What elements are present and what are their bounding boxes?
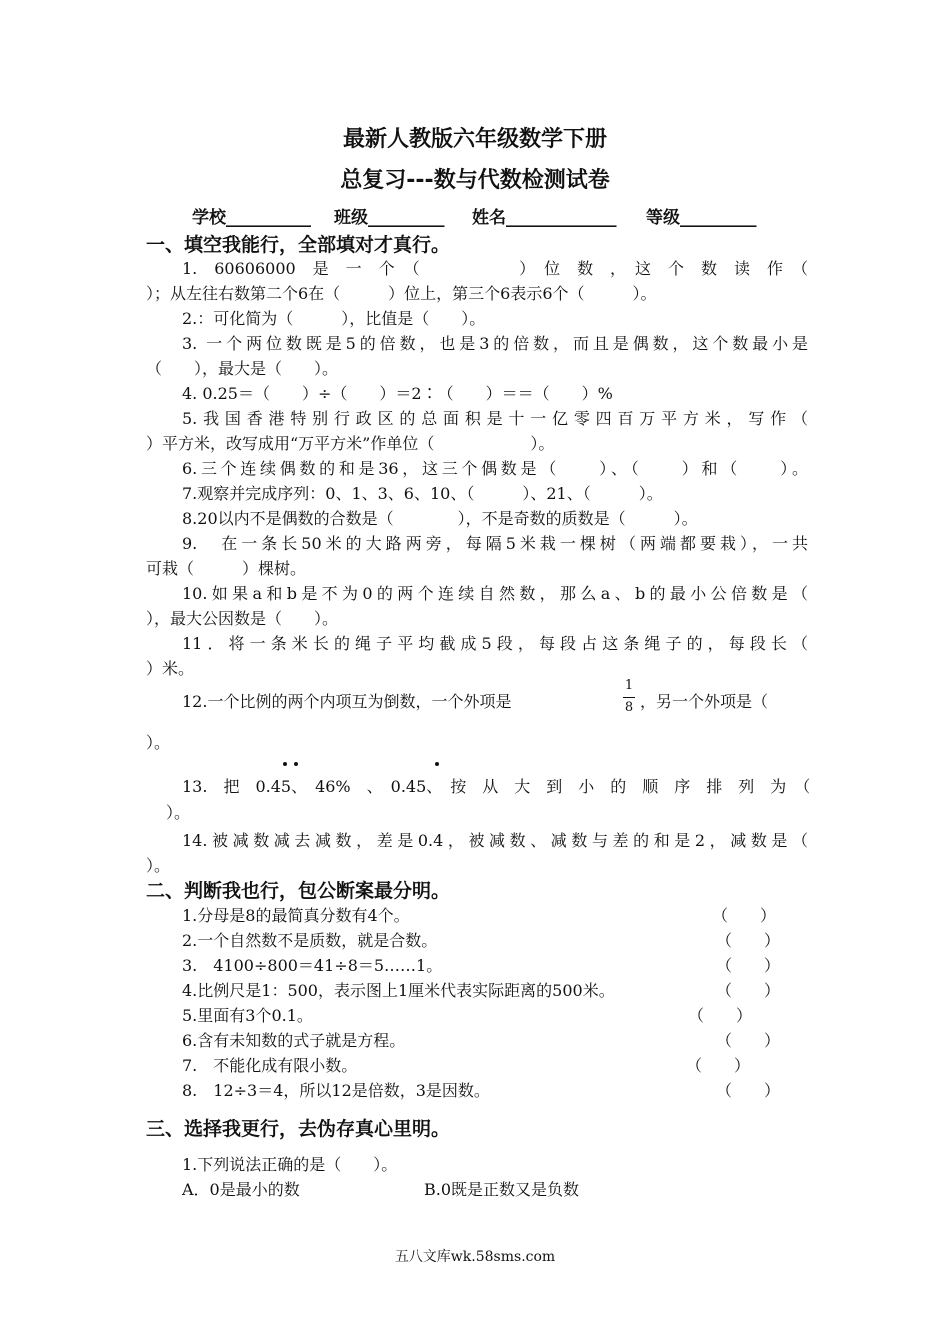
choice-question-1: 1.下列说法正确的是（ ）。 [182, 1155, 398, 1174]
question-2: 2.：可化简为（ ），比值是（ ）。 [182, 309, 486, 328]
question-10-line2: ），最大公因数是（ ）。 [146, 609, 339, 628]
judge-item-2: 2.一个自然数不是质数，就是合数。 [182, 931, 438, 950]
judge-item-4: 4.比例尺是1：500，表示图上1厘米代表实际距离的500米。 [182, 981, 615, 1000]
question-11-line2: ）米。 [146, 659, 195, 678]
question-13-line1: 13. 把 0.45、 46% 、 0.45、 按 从 大 到 小 的 顺 序 排 列 为 （ [182, 777, 811, 796]
question-7: 7.观察并完成序列：0、1、3、6、10、（ ）、21、（ ）。 [182, 484, 663, 503]
question-12-line2: ）。 [146, 733, 171, 752]
judge-mark-5[interactable]: （ ） [688, 1006, 753, 1025]
repeat-dot [294, 762, 298, 766]
repeat-dot [435, 762, 439, 766]
question-12-post: ，另一个外项是（ [640, 692, 769, 711]
question-5-line1: 5.我国香港特别行政区的总面积是十一亿零四百万平方米，写作（ [182, 409, 808, 428]
judge-mark-4[interactable]: （ ） [716, 981, 781, 1000]
grade-field[interactable]: 等级_________ [646, 208, 757, 228]
question-14-line1: 14.被减数减去减数，差是0.4，被减数、减数与差的和是2，减数是（ [182, 831, 808, 850]
judge-mark-3[interactable]: （ ） [716, 956, 781, 975]
question-4: 4. 0.25＝（ ）÷（ ）＝2∶（ ）＝＝（ ）% [182, 384, 613, 403]
judge-item-6: 6.含有未知数的式子就是方程。 [182, 1031, 406, 1050]
question-1-line2: ）；从左往右数第二个6在（ ）位上，第三个6表示6个（ ）。 [146, 284, 657, 303]
question-3-line2: （ ），最大是（ ）。 [146, 359, 339, 378]
question-12-pre: 12.一个比例的两个内项互为倒数，一个外项是 [182, 692, 512, 711]
fraction-denominator: 8 [624, 700, 634, 715]
judge-mark-7[interactable]: （ ） [686, 1056, 751, 1075]
question-9-line1: 9. 在一条长50米的大路两旁，每隔5米栽一棵树（两端都要栽），一共 [182, 534, 808, 553]
question-13-line2: ）。 [166, 803, 191, 822]
section3-heading: 三、选择我更行，去伪存真心里明。 [146, 1118, 451, 1140]
question-9-line2: 可栽（ ）棵树。 [146, 559, 307, 578]
question-11-line1: 11．将一条米长的绳子平均截成5段，每段占这条绳子的，每段长（ [182, 634, 808, 653]
question-10-line1: 10.如果a和b是不为0的两个连续自然数，那么a、b的最小公倍数是（ [182, 584, 808, 603]
judge-mark-6[interactable]: （ ） [716, 1031, 781, 1050]
judge-item-5: 5.里面有3个0.1。 [182, 1006, 313, 1025]
judge-item-8: 8. 12÷3＝4，所以12是倍数，3是因数。 [182, 1081, 490, 1100]
repeat-dot [283, 762, 287, 766]
fraction-bar [623, 697, 635, 698]
judge-item-1: 1.分母是8的最简真分数有4个。 [182, 906, 410, 925]
judge-mark-2[interactable]: （ ） [716, 931, 781, 950]
judge-item-7: 7. 不能化成有限小数。 [182, 1056, 358, 1075]
school-field[interactable]: 学校__________ [192, 208, 311, 228]
choice-option-a[interactable]: A．0是最小的数 [182, 1180, 300, 1199]
question-5-line2: ）平方米，改写成用“万平方米”作单位（ ）。 [146, 434, 555, 453]
page-subtitle: 总复习---数与代数检测试卷 [340, 168, 610, 193]
class-field[interactable]: 班级_________ [334, 208, 445, 228]
name-field[interactable]: 姓名_____________ [472, 208, 617, 228]
fraction-numerator: 1 [624, 678, 634, 693]
question-6: 6.三个连续偶数的和是36，这三个偶数是（ ）、（ ）和（ ）。 [182, 459, 808, 478]
section2-heading: 二、判断我也行，包公断案最分明。 [146, 880, 451, 902]
judge-mark-1[interactable]: （ ） [712, 906, 777, 925]
choice-option-b[interactable]: B.0既是正数又是负数 [424, 1180, 580, 1199]
footer-watermark: 五八文库wk.58sms.com [394, 1249, 556, 1265]
question-1-line1: 1. 60606000 是 一 个 （ ） 位 数 ， 这 个 数 读 作 （ [182, 259, 808, 278]
question-3-line1: 3. 一个两位数既是5的倍数，也是3的倍数，而且是偶数，这个数最小是 [182, 334, 808, 353]
question-8: 8.20以内不是偶数的合数是（ ），不是奇数的质数是（ ）。 [182, 509, 698, 528]
section1-heading: 一、填空我能行，全部填对才真行。 [146, 234, 451, 256]
judge-mark-8[interactable]: （ ） [716, 1081, 781, 1100]
question-14-line2: ）。 [146, 856, 171, 875]
judge-item-3: 3. 4100÷800＝41÷8＝5……1。 [182, 956, 443, 975]
page-title: 最新人教版六年级数学下册 [342, 127, 607, 152]
